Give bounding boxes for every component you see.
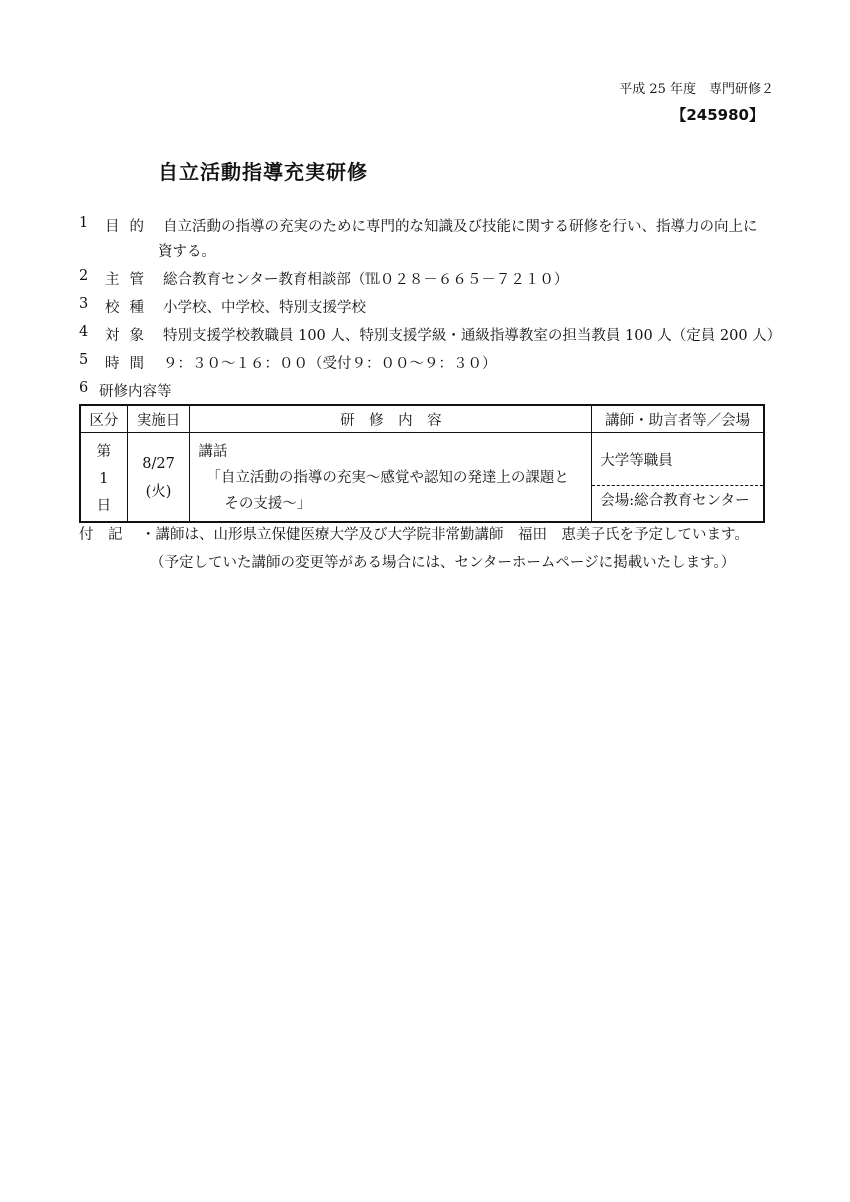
item-text-continued: 資する。 [158,244,216,260]
item-organizer [79,268,779,288]
item-text: 特別支援学校教職員 100 人、特別支援学級・通級指導教室の担当教員 100 人（定員 200 人） [163,328,782,344]
item-text: ９：３０～１６：００（受付９：００～９：３０） [163,356,497,372]
item-target [79,324,782,344]
item-number: 2 [79,268,89,284]
cell-kubun [80,433,127,523]
cell-date [127,433,190,523]
course-number: 平成 25 年度 専門研修２ [619,82,774,97]
page-title: 自立活動指導充実研修 [158,160,368,184]
item-number: 5 [79,352,89,368]
schedule-table [79,404,765,523]
item-label: 対象 [105,328,154,344]
item-text: 自立活動の指導の充実のために専門的な知識及び技能に関する研修を行い、指導力の向上に [163,219,758,235]
header-lecturer: 講師・助言者等／会場 [592,405,764,433]
cell-content [190,433,592,523]
header-content: 研 修 内 容 [190,405,592,433]
item-label: 時間 [105,356,154,372]
item-label: 主管 [105,272,154,288]
item-school-type [79,296,779,316]
lecturer-name: 大学等職員 [592,433,763,486]
content-type: 講話 [198,444,228,460]
kubun-line: 第 [96,443,112,460]
item-number: 1 [79,215,89,231]
date-value: 8/27 [142,456,175,472]
cell-lecturer [592,433,764,523]
item-number: 4 [79,324,89,340]
item-label: 目的 [105,219,154,235]
table-row [80,433,764,523]
section-training-content [79,380,779,400]
content-topic-continued: その支援～」 [224,496,312,512]
kubun-line: 1 [99,470,109,487]
item-text: 小学校、中学校、特別支援学校 [163,300,366,316]
course-code: 【245980】 [671,106,764,124]
venue: 会場:総合教育センター [600,493,750,509]
section-label: 研修内容等 [99,384,172,400]
item-purpose [79,215,779,259]
header-kubun: 区分 [80,405,127,433]
note-line-2: （予定していた講師の変更等がある場合には、センターホームページに掲載いたします。） [150,555,736,571]
item-time [79,352,779,372]
item-number: 3 [79,296,89,312]
note-label: 付 記 [79,527,123,543]
content-topic: 「自立活動の指導の充実～感覚や認知の発達上の課題と [206,470,569,486]
date-weekday: (火) [145,484,172,500]
note-line-1: ・講師は、山形県立保健医療大学及び大学院非常勤講師 福田 恵美子氏を予定しています。 [141,527,749,543]
item-label: 校種 [105,300,154,316]
item-number: 6 [79,380,89,396]
kubun-line: 日 [96,497,112,514]
table-header-row [80,405,764,433]
item-text: 総合教育センター教育相談部（℡０２８－６６５－７２１０） [163,272,569,288]
header-date: 実施日 [127,405,190,433]
